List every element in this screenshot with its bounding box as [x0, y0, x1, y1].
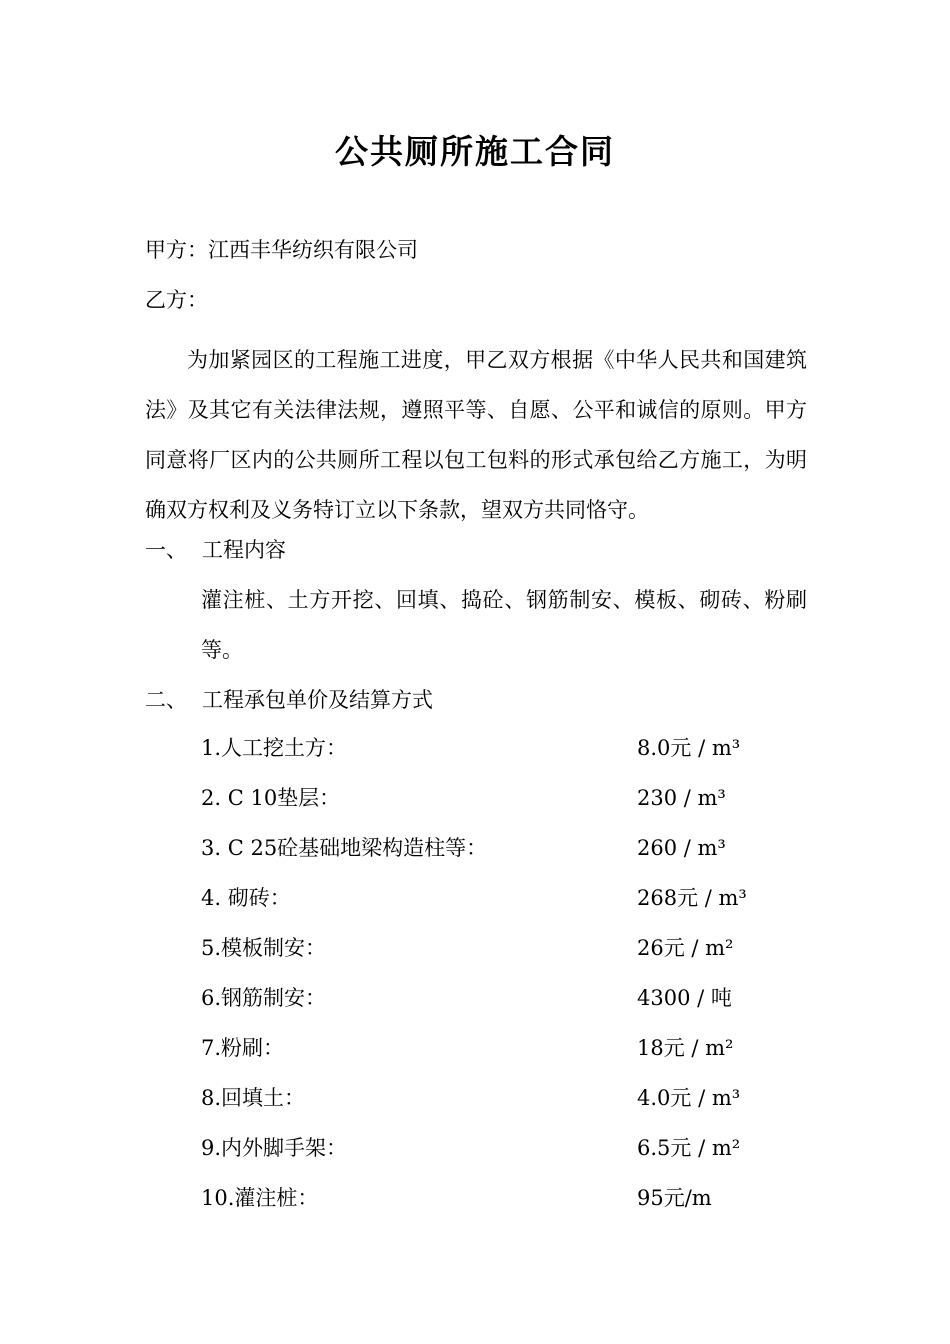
- price-item-name: 5.模板制安：: [201, 936, 327, 960]
- document-title: 公共厕所施工合同: [335, 132, 615, 171]
- preamble-paragraph: 为加紧园区的工程施工进度，甲乙双方根据《中华人民共和国建筑法》及其它有关法律法规，遵照平等、自愿、公平和诚信的原则。甲方同意将厂区内的公共厕所工程以包工包料的形式承包给乙方施工，为明确双方权利及义务特订立以下条款，望双方共同恪守。: [145, 348, 807, 522]
- price-row: [201, 1133, 821, 1183]
- price-row: [201, 983, 821, 1033]
- price-item-name: 10.灌注桩：: [201, 1186, 319, 1210]
- section-title: 工程承包单价及结算方式: [202, 688, 433, 712]
- price-item-value: 4.0元 / m³: [637, 1086, 741, 1110]
- section-number: 二、: [145, 688, 187, 712]
- party-a-line: 甲方：江西丰华纺织有限公司: [145, 238, 418, 262]
- price-item-value: 6.5元 / m²: [637, 1136, 741, 1160]
- section-number: 一、: [145, 538, 187, 562]
- price-row: [201, 883, 821, 933]
- price-item-value: 18元 / m²: [637, 1036, 734, 1060]
- section-body-work-content: 灌注桩、土方开挖、回填、捣砼、钢筋制安、模板、砌砖、粉刷等。: [201, 588, 807, 662]
- price-item-value: 95元/m: [637, 1186, 712, 1210]
- price-item-value: 260 / m³: [637, 836, 726, 860]
- price-item-value: 26元 / m²: [637, 936, 734, 960]
- section-heading-work-content: [145, 535, 286, 565]
- price-item-name: 9.内外脚手架：: [201, 1136, 348, 1160]
- party-b-line: 乙方：: [145, 288, 208, 312]
- price-item-name: 8.回填土：: [201, 1086, 306, 1110]
- price-row: [201, 783, 821, 833]
- price-row: [201, 833, 821, 883]
- price-item-name: 3. C 25砼基础地梁构造柱等：: [201, 836, 488, 860]
- price-item-name: 2. C 10垫层：: [201, 786, 341, 810]
- price-item-value: 4300 / 吨: [637, 986, 732, 1010]
- price-list: [201, 733, 821, 1233]
- price-row: [201, 1083, 821, 1133]
- price-row: [201, 733, 821, 783]
- price-item-name: 6.钢筋制安：: [201, 986, 327, 1010]
- price-item-value: 268元 / m³: [637, 886, 747, 910]
- section-title: 工程内容: [202, 538, 286, 562]
- price-item-value: 8.0元 / m³: [637, 736, 741, 760]
- price-item-name: 4. 砌砖：: [201, 886, 291, 910]
- price-row: [201, 933, 821, 983]
- section-heading-pricing: [145, 685, 433, 715]
- price-item-value: 230 / m³: [637, 786, 726, 810]
- price-row: [201, 1033, 821, 1083]
- price-item-name: 1.人工挖土方：: [201, 736, 348, 760]
- price-item-name: 7.粉刷：: [201, 1036, 285, 1060]
- price-row: [201, 1183, 821, 1233]
